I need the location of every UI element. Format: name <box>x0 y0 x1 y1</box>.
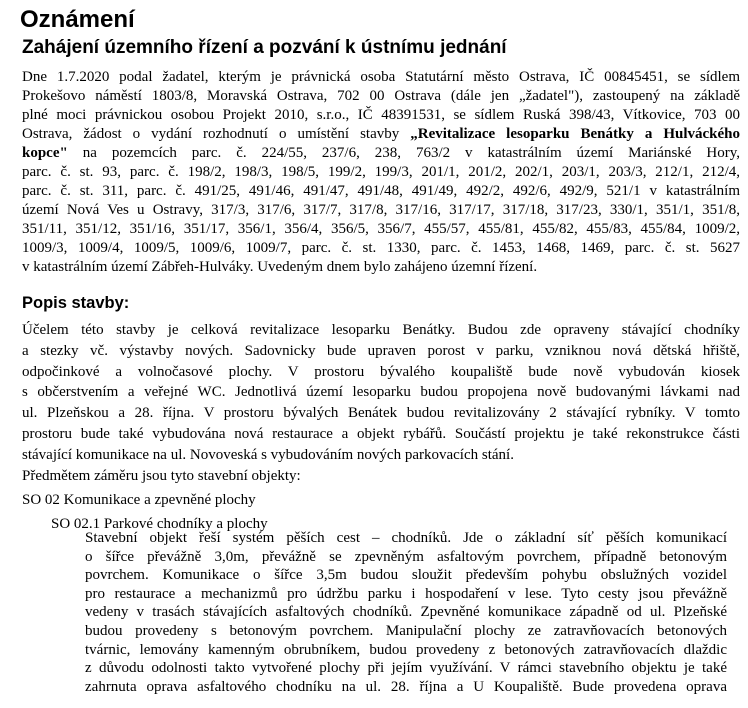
paragraph-line: území Nová Ves u Ostravy, 317/3, 317/6, 317/7, 317/8, 317/16, 317/17, 317/18, 317/23, 330/1, 351/1, 351/8, <box>22 202 740 218</box>
paragraph-line: z důvodu odolnosti takto vytvořené plochy při jejím využívání. V rámci stavebního objektu je také <box>85 660 727 677</box>
paragraph-line: Dne 1.7.2020 podal žadatel, kterým je právnická osoba Statutární město Ostrava, IČ 00845451, se sídlem <box>22 69 740 85</box>
paragraph-text: Ostrava, žádost o vydání rozhodnutí o umístění stavby <box>22 126 411 142</box>
paragraph-line: vedeny v trasách stávajících asfaltových chodníků. Zpevněné komunikace západně od ul. Plzeňské <box>85 604 727 621</box>
object-so02-title: SO 02 Komunikace a zpevněné plochy <box>22 492 256 508</box>
paragraph-line: Prokešovo náměstí 1803/8, Moravská Ostrava, 702 00 Ostrava (dále jen „žadatel"), zastoupený na základě <box>22 88 740 104</box>
project-name-end: kopce" <box>22 145 68 161</box>
notice-paragraph <box>22 68 740 277</box>
paragraph-line: 1009/3, 1009/4, 1009/5, 1009/6, 1009/7, parc. č. st. 1330, parc. č. 1453, 1468, 1469, parc. č. st. 5627 <box>22 240 740 256</box>
paragraph-line: odpočinkové a volnočasové plochy. V prostoru bývalého koupaliště bude nově vybudován kiosek <box>22 363 740 380</box>
paragraph-line: tvárnic, lemovány kamenným obrubníkem, budou provedeny z betonových zatravňovacích dlaždic <box>85 641 727 658</box>
description-paragraph <box>22 320 740 466</box>
paragraph-line: pro restaurace a mechanizmů pro údržbu parku i hospodaření v lese. Tyto cesty jsou převážně <box>85 585 727 602</box>
paragraph-line: budou provedeny s betonovým povrchem. Manipulační plochy ze zatravňovacích betonových <box>85 622 727 639</box>
objects-intro: Předmětem záměru jsou tyto stavební objekty: <box>22 468 301 484</box>
paragraph-line: parc. č. st. 311, parc. č. 491/25, 491/46, 491/47, 491/48, 491/49, 492/2, 492/6, 492/9, 521/1 v katastrálním <box>22 183 740 199</box>
paragraph-line: 351/11, 351/12, 351/16, 351/17, 356/1, 356/4, 356/5, 356/7, 455/57, 455/81, 455/82, 455/83, 455/84, 1009/2, <box>22 221 740 237</box>
paragraph-line <box>22 144 740 163</box>
paragraph-line: parc. č. st. 93, parc. č. 198/2, 198/3, 198/5, 199/2, 199/3, 201/1, 201/2, 202/1, 203/1, 203/3, 212/1, 212/4, <box>22 164 740 180</box>
paragraph-line: Účelem této stavby je celková revitalizace lesoparku Benátky. Budou zde opraveny stávající chodníky <box>22 322 740 338</box>
paragraph-line: a stezky vč. výstavby nových. Sadovnicky bude upraven porost v parku, vzniknou nová dětská hřiště, <box>22 342 740 359</box>
paragraph-line: ul. Plzeňskou a 28. října. V prostoru bývalých Benátek budou revitalizovány 2 stávající rybníky. V tomto <box>22 405 740 422</box>
paragraph-line: prostoru bude také vybudována nová restaurace a objekt rybářů. Součástí projektu je také rekonstrukce části <box>22 425 740 442</box>
paragraph-line: s občerstvením a veřejné WC. Jednotlivá území lesoparku budou propojena nově budovanými lávkami nad <box>22 384 740 401</box>
paragraph-line: zahrnuta oprava asfaltového chodníku na ul. 28. října a U Koupaliště. Bude provedena oprava <box>85 678 727 695</box>
project-name: „Revitalizace lesoparku Benátky a Hulváckého <box>410 126 740 142</box>
page-title: Oznámení <box>20 6 135 33</box>
page-subtitle: Zahájení územního řízení a pozvání k ústnímu jednání <box>22 37 507 58</box>
paragraph-line: plné moci právnickou osobou Projekt 2010, s.r.o., IČ 48391531, se sídlem Ruská 398/43, Vítkovice, 703 00 <box>22 107 740 123</box>
object-so021-title: SO 02.1 Parkové chodníky a plochy <box>51 516 268 532</box>
paragraph-line <box>22 125 740 144</box>
object-so021-description <box>85 529 727 696</box>
paragraph-line: povrchem. Komunikace o šířce 3,5m budou sloužit především pohybu obslužných vozidel <box>85 567 727 584</box>
paragraph-text: na pozemcích parc. č. 224/55, 237/6, 238, 763/2 v katastrálním území Mariánské Hory, <box>67 145 740 161</box>
section-heading: Popis stavby: <box>22 294 130 312</box>
paragraph-line: Stavební objekt řeší systém pěších cest – chodníků. Jde o základní síť pěších komunikací <box>85 530 727 546</box>
paragraph-line: o šířce převážně 3,0m, převážně se zpevněným asfaltovým povrchem, případně betonovým <box>85 548 727 565</box>
paragraph-line: v katastrálním území Zábřeh-Hulváky. Uvedeným dnem bylo zahájeno územní řízení. <box>22 259 538 275</box>
paragraph-line: stávající komunikace na ul. Novoveská s vybudováním nových parkovacích stání. <box>22 446 514 463</box>
